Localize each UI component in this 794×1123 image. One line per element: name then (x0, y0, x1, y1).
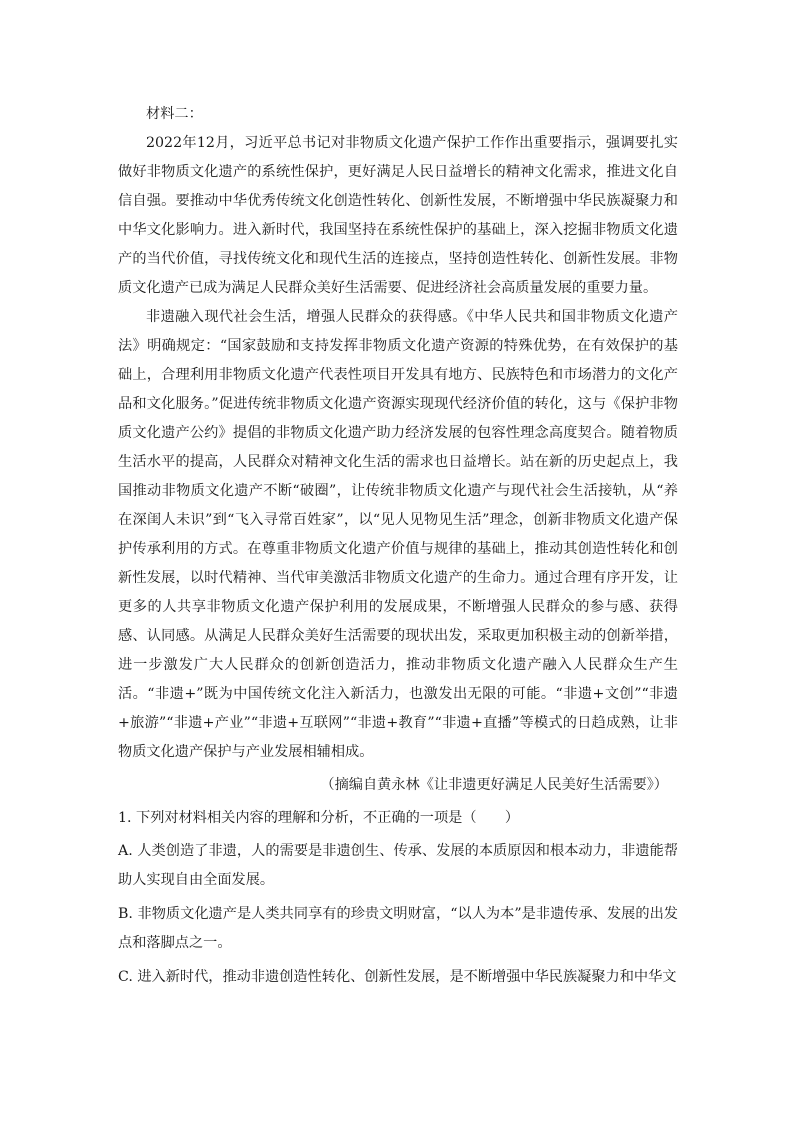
material-paragraph-2: 非遗融入现代社会生活，增强人民群众的获得感。《中华人民共和国非物质文化遗产法》明确规定：“国家鼓励和支持发挥非物质文化遗产资源的特殊优势，在有效保护的基础上，合理利用非物质文化遗产代表性项目开发具有地方、民族特色和市场潜力的文化产品和文化服务。”促进传统非物质文化遗产资源实现现代经济价值的转化，这与《保护非物质文化遗产公约》提倡的非物质文化遗产助力经济发展的包容性理念高度契合。随着物质生活水平的提高，人民群众对精神文化生活的需求也日益增长。站在新的历史起点上，我国推动非物质文化遗产不断“破圈”，让传统非物质文化遗产与现代社会生活接轨，从“养在深闺人未识”到“飞入寻常百姓家”，以“见人见物见生活”理念，创新非物质文化遗产保护传承利用的方式。在尊重非物质文化遗产价值与规律的基础上，推动其创造性转化和创新性发展，以时代精神、当代审美激活非物质文化遗产的生命力。通过合理有序开发，让更多的人共享非物质文化遗产保护利用的发展成果，不断增强人民群众的参与感、获得感、认同感。从满足人民群众美好生活需要的现状出发，采取更加积极主动的创新举措，进一步激发广大人民群众的创新创造活力，推动非物质文化遗产融入人民群众生产生活。“非遗+”既为中国传统文化注入新活力，也激发出无限的可能。“非遗+文创”“非遗+旅游”“非遗+产业”“非遗+互联网”“非遗+教育”“非遗+直播”等模式的日趋成熟，让非物质文化遗产保护与产业发展相辅相成。 (118, 309, 678, 760)
question-option-a: A. 人类创造了非遗，人的需要是非遗创生、传承、发展的本质原因和根本动力，非遗能帮助人实现自由全面发展。 (118, 843, 678, 888)
question-option-b: B. 非物质文化遗产是人类共同享有的珍贵文明财富，“以人为本”是非遗传承、发展的出发点和落脚点之一。 (118, 906, 678, 951)
question-stem: 1. 下列对材料相关内容的理解和分析，不正确的一项是（ ） (118, 810, 520, 826)
question-option-c: C. 进入新时代，推动非遗创造性转化、创新性发展，是不断增强中华民族凝聚力和中华文 (118, 969, 677, 985)
material-source: （摘编自黄永林《让非遗更好满足人民美好生活需要》） (320, 777, 668, 793)
document-page (118, 100, 678, 992)
material-heading: 材料二： (146, 106, 203, 122)
material-paragraph-1: 2022年12月，习近平总书记对非物质文化遗产保护工作作出重要指示，强调要扎实做好非物质文化遗产的系统性保护，更好满足人民日益增长的精神文化需求，推进文化自信自强。要推动中华优秀传统文化创造性转化、创新性发展，不断增强中华民族凝聚力和中华文化影响力。进入新时代，我国坚持在系统性保护的基础上，深入挖掘非物质文化遗产的当代价值，寻找传统文化和现代生活的连接点，坚持创造性转化、创新性发展。非物质文化遗产已成为满足人民群众美好生活需要、促进经济社会高质量发展的重要力量。 (118, 135, 678, 296)
